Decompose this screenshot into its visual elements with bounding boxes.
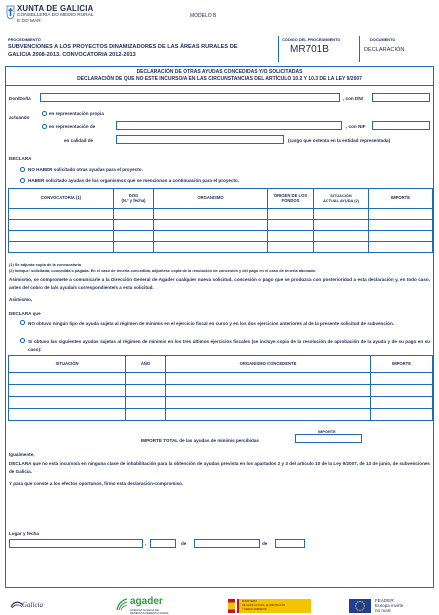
document-name: DECLARACIÓN [364,47,405,53]
don-label: Don/Doña [9,96,31,101]
table-cell[interactable] [126,397,166,409]
table-cell[interactable] [166,397,371,409]
cargo-field[interactable] [116,135,284,144]
lugar-field[interactable] [9,539,143,548]
ministerio-line2: DE AGRICULTURA, ALIMENTACIÓN [242,604,286,607]
importe-total-header: IMPORTE [318,429,336,434]
procedure-label: PROCEDIMIENTO [8,37,41,42]
spain-flag-icon [228,599,235,613]
table-cell[interactable] [166,385,371,397]
table-cell[interactable] [9,209,114,220]
procedure-title-line1: SUBVENCIONES A LOS PROYECTOS DINAMIZADORES DE LAS ÁREAS RURALES DE [8,44,238,50]
procedure-code-label: CÓDIGO DEL PROCEDIMIENTO [282,37,341,42]
agader-sub1: AXENCIA GALEGA DE [130,608,159,612]
table-row [9,397,433,409]
de-label-1: de [181,541,187,546]
ministerio-line3: Y MEDIO AMBIENTE [242,608,267,611]
declaration-heading-line1: DECLARACIÓN DE OTRAS AYUDAS CONCEDIDAS Y/O SOLICITADAS [136,69,303,75]
table-cell[interactable] [314,242,369,253]
procedure-title-line2: GALICIA 2008-2013. CONVOCATORIA 2012-2013 [8,52,136,58]
table-cell[interactable] [154,242,268,253]
feader-line1: FEADER: [375,598,395,603]
col-ano: AÑO [126,356,166,373]
representado-field[interactable] [116,121,342,130]
table-cell[interactable] [369,209,433,220]
divider [278,36,279,62]
dni-field[interactable] [372,93,430,102]
declaration-heading-line2: DECLARACIÓN DE QUE NO ESTE INCURSO/A EN LAS CIRCUNSTANCIAS DEL ARTÍCULO 10.2 Y 10.3 DE LA LEY 9/2007 [77,76,362,82]
table-cell[interactable] [314,231,369,242]
agader-sub2: DESENVOLVEMENTO RURAL [130,611,170,615]
table-cell[interactable] [371,373,433,385]
importe-total-field[interactable] [295,434,362,443]
col-organismo-concedente: ORGANISMO CONCEDENTE [166,356,371,373]
cargo-label: (cargo que ostenta en la entidad representada) [288,138,391,143]
table-cell[interactable] [114,231,154,242]
table-cell[interactable] [166,373,371,385]
xunta-logo [6,5,15,20]
table-cell[interactable] [371,397,433,409]
agader-logo-text: agader [130,596,163,607]
table-row [9,220,433,231]
dia-field[interactable] [150,539,176,548]
de-label-2: de [262,541,268,546]
si-minimis-label: Sí obtuvo las siguientes ayudas sujetas al régimen de minimis en los tres últimos ejercicios fiscales (se incluye copia de la resolución de aprobación de la ayuda y de su pago en su caso): [28,339,430,352]
table-cell[interactable] [9,409,126,421]
closing-text: Y para que conste a los efectos oportunos, firmo esta declaración-compromiso. [9,481,184,486]
ayudas-table [8,188,433,253]
consellaria-line1: CONSELLERÍA DO MEDIO RURAL [17,13,94,18]
col-situacion: SITUACIÓN [9,356,126,373]
table-cell[interactable] [9,385,126,397]
dni-label: , con DNI [343,96,363,101]
table-cell[interactable] [268,220,314,231]
asimismo-label: Asimismo, [9,297,33,302]
table-cell[interactable] [114,220,154,231]
table-row [9,231,433,242]
galicia-logo-text: Galicia [22,601,43,609]
table-cell[interactable] [154,209,268,220]
nif-field[interactable] [372,121,430,130]
no-haber-label: NO HABER solicitado otras ayudas para el proyecto. [28,167,143,172]
table-cell[interactable] [114,242,154,253]
table-cell[interactable] [9,397,126,409]
table-cell[interactable] [114,209,154,220]
ministerio-badge [237,599,311,613]
table-cell[interactable] [126,409,166,421]
feader-logo [349,599,435,615]
note-1: (1) Se adjunta copia de la convocatoria [9,262,81,267]
table-cell[interactable] [154,231,268,242]
feader-line2: Europa invirte [375,603,404,608]
table-cell[interactable] [371,385,433,397]
table-row [9,209,433,220]
col-situacion: SITUACIÓN ACTUAL AYUDA (2) [314,189,369,209]
col-importe: IMPORTE [369,189,433,209]
table-cell[interactable] [314,220,369,231]
name-field[interactable] [40,93,340,102]
table-cell[interactable] [9,231,114,242]
ministerio-logo [228,599,313,614]
col-dog: DOG (N.º y fecha) [114,189,154,209]
table-cell[interactable] [126,373,166,385]
comma: , [145,541,147,546]
table-row [9,409,433,421]
radio-no-haber-solicitado[interactable] [20,167,25,172]
procedure-code: MR701B [290,44,329,55]
consellaria-line2: E DO MAR [17,19,41,24]
col-organismo: ORGANISMO [154,189,268,209]
representacion-de-label: en representación de [49,124,96,129]
divider [5,85,434,86]
igualmente-label: Igualmente, [9,452,35,457]
agader-logo [115,598,195,614]
table-cell[interactable] [268,231,314,242]
ano-field[interactable] [275,539,305,548]
radio-no-minimis[interactable] [20,320,25,325]
table-cell[interactable] [9,242,114,253]
modelo-label: MODELO B [190,13,217,19]
note-2: (2) Indique: solicitada, concedida o pagada. En el caso de tenerla concedida, adjúntese copia de la resolución de concesión y del pago en el caso de tenerla abonada. [9,268,316,273]
nif-label: , con NIF [346,124,366,129]
table-cell[interactable] [369,242,433,253]
document-label: DOCUMENTO [370,37,396,42]
radio-representacion-propia[interactable] [42,111,47,116]
haber-label: HABER solicitado ayudas de los organismos que se mencionan a continuación para el proyecto. [28,178,240,183]
ministerio-line1: MINISTERIO [242,600,258,603]
table-cell[interactable] [166,409,371,421]
radio-haber-solicitado[interactable] [20,178,25,183]
divider [359,36,360,62]
table-cell[interactable] [268,209,314,220]
col-convocatoria: CONVOCATORIA (1) [9,189,114,209]
mes-field[interactable] [194,539,260,548]
feader-line3: no rural [375,608,391,613]
asimismo-compromiso-text: Asimismo, se compromete a comunicarle a la Dirección General de Agader cualquier nueva solicitud, concesión o pago que se produzca con posterioridad a esta declaración y, en todo caso, antes del cobro de la/s ayuda/s correspondiente/s a esta solicitud. [9,277,430,290]
table-cell[interactable] [369,231,433,242]
declara-que-label: DECLARA que [9,311,41,316]
table-cell[interactable] [9,373,126,385]
table-cell[interactable] [154,220,268,231]
xunta-title: XUNTA DE GALICIA [17,4,94,13]
galicia-logo [10,601,50,613]
table-cell[interactable] [9,220,114,231]
actuando-label: actuando [9,115,30,120]
calidad-label: en calidad de [64,138,94,143]
table-cell[interactable] [371,409,433,421]
col-origen-fondos: ORIGEN DE LOS FONDOS [268,189,314,209]
eu-flag-icon [349,599,371,613]
table-cell[interactable] [314,209,369,220]
representacion-propia-label: en representación propia [49,111,104,116]
declara-label: DECLARA [9,156,32,161]
radio-si-minimis[interactable] [20,338,25,343]
table-cell[interactable] [369,220,433,231]
no-minimis-label: NO obtuvo ningún tipo de ayuda sujeta al régimen de minimis en el ejercicio fiscal en curso y en los dos ejercicios anteriores al de la presente solicitud de subvención. [28,321,395,326]
table-cell[interactable] [126,385,166,397]
table-cell[interactable] [268,242,314,253]
inhabilitacion-text: DECLARA que no está incurso/a en ninguna clase de inhabilitación para la obtención de ayudas prevista en los apartados 2 y 3 del artículo 10 de la Ley 9/2007, de 13 de junio, de subvenciones de Galicia. [9,461,430,474]
lugar-fecha-label: Lugar y fecha [9,531,39,536]
radio-representacion-de[interactable] [42,124,47,129]
minimis-table [8,355,433,421]
table-row [9,373,433,385]
table-row [9,242,433,253]
col-importe: IMPORTE [371,356,433,373]
importe-total-label: IMPORTE TOTAL de las ayudas de minimis percibidas [141,438,259,443]
table-row [9,385,433,397]
